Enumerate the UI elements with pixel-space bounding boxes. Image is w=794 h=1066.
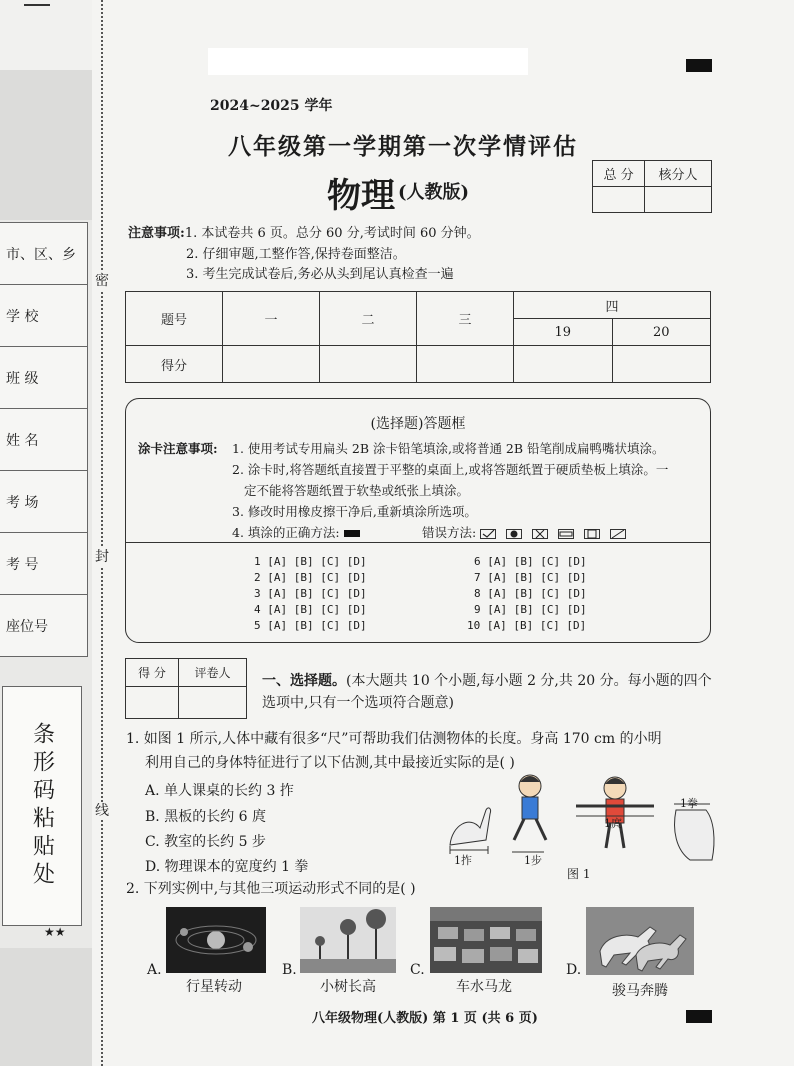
info-field-name: 姓 名 bbox=[0, 409, 88, 471]
bubble-row-9[interactable]: 9 [A] [B] [C] [D] bbox=[474, 603, 587, 616]
strip-top-block bbox=[0, 0, 92, 70]
corner-mark-top bbox=[686, 59, 712, 72]
answer-sheet-box bbox=[125, 398, 711, 643]
answer-note-3: 3. 修改时用橡皮擦干净后,重新填涂所选项。 bbox=[232, 504, 477, 519]
grade-score-cell[interactable] bbox=[320, 346, 417, 383]
grade-row-label-score: 得分 bbox=[126, 346, 223, 383]
q2-letter-a[interactable]: A. bbox=[147, 962, 162, 978]
info-field-class: 班 级 bbox=[0, 347, 88, 409]
wrong-dot-icon bbox=[506, 529, 522, 539]
bubble-row-7[interactable]: 7 [A] [B] [C] [D] bbox=[474, 571, 587, 584]
section-1-title: 一、选择题。 bbox=[262, 673, 346, 689]
total-score-cell[interactable] bbox=[593, 187, 645, 213]
q1-option-c[interactable]: C. 教室的长约 5 步 bbox=[145, 834, 266, 850]
strip-bottom-band bbox=[0, 948, 92, 1066]
subject-title: 物理 bbox=[327, 176, 395, 216]
notice-label: 注意事项: bbox=[128, 226, 185, 241]
bubble-row-6[interactable]: 6 [A] [B] [C] [D] bbox=[474, 555, 587, 568]
grade-col-2: 二 bbox=[320, 292, 417, 346]
planet-rotation-image bbox=[166, 907, 266, 973]
q1-option-a[interactable]: A. 单人课桌的长约 3 拃 bbox=[145, 783, 294, 799]
strip-top-mark bbox=[24, 4, 50, 6]
bubble-row-4[interactable]: 4 [A] [B] [C] [D] bbox=[254, 603, 367, 616]
galloping-horses-image bbox=[586, 907, 694, 975]
notice-item-2: 2. 仔细审题,工整作答,保持卷面整洁。 bbox=[186, 247, 406, 262]
page-footer: 八年级物理(人教版) 第 1 页 (共 6 页) bbox=[312, 1011, 538, 1026]
edition-label: (人教版) bbox=[398, 182, 470, 203]
grade-subcol-19: 19 bbox=[514, 319, 613, 346]
bubble-row-3[interactable]: 3 [A] [B] [C] [D] bbox=[254, 587, 367, 600]
strip-gray-band bbox=[0, 70, 92, 220]
answer-box-divider bbox=[126, 542, 710, 543]
notice-line-1 bbox=[128, 222, 480, 241]
section-score-cell[interactable] bbox=[126, 687, 179, 719]
answer-note-4 bbox=[232, 523, 360, 541]
grade-score-cell[interactable] bbox=[514, 346, 613, 383]
q1-option-d[interactable]: D. 物理课本的宽度约 1 拳 bbox=[145, 859, 309, 875]
fist-icon bbox=[674, 804, 714, 860]
score-checker-label: 核分人 bbox=[645, 161, 712, 187]
answer-box-title: (选择题)答题框 bbox=[370, 416, 466, 432]
wrong-slash-icon bbox=[610, 529, 626, 539]
answer-note-1: 1. 使用考试专用扁头 2B 涂卡铅笔填涂,或将普通 2B 铅笔削成扁鸭嘴状填涂。 bbox=[232, 441, 665, 456]
grade-col-1: 一 bbox=[223, 292, 320, 346]
section-1-desc: (本大题共 10 个小题,每小题 2 分,共 20 分。每小题的四个选项中,只有一个选项符合题意) bbox=[262, 673, 712, 711]
q2-caption-a: 行星转动 bbox=[186, 979, 242, 995]
grade-col-4: 四 bbox=[514, 292, 711, 319]
seal-char-xian: 线 bbox=[95, 803, 109, 819]
answer-note-2b: 定不能将答题纸置于软垫或纸张上填涂。 bbox=[244, 483, 470, 498]
bubble-row-10[interactable]: 10 [A] [B] [C] [D] bbox=[467, 619, 587, 632]
answer-notes-label: 涂卡注意事项: bbox=[138, 441, 218, 456]
wrong-method-label: 错误方法: bbox=[422, 525, 477, 540]
bubble-row-8[interactable]: 8 [A] [B] [C] [D] bbox=[474, 587, 587, 600]
bubble-row-1[interactable]: 1 [A] [B] [C] [D] bbox=[254, 555, 367, 568]
arm-span-boy-icon bbox=[576, 777, 654, 848]
q1-stem-line1: 1. 如图 1 所示,人体中藏有很多“尺”可帮助我们估测物体的长度。身高 170 cm 的小明 bbox=[126, 731, 662, 747]
walking-boy-icon bbox=[512, 775, 546, 852]
grade-score-cell[interactable] bbox=[417, 346, 514, 383]
notice-item-3: 3. 考生完成试卷后,务必从头到尾认真检查一遍 bbox=[186, 267, 454, 282]
barcode-area bbox=[2, 686, 82, 926]
traffic-image bbox=[430, 907, 542, 973]
grade-subcol-20: 20 bbox=[612, 319, 711, 346]
grade-score-cell[interactable] bbox=[612, 346, 711, 383]
bubble-row-5[interactable]: 5 [A] [B] [C] [D] bbox=[254, 619, 367, 632]
seal-char-mi: 密 bbox=[95, 273, 109, 289]
info-field-exam-room: 考 场 bbox=[0, 471, 88, 533]
section-1-header bbox=[262, 670, 712, 714]
score-checker-cell[interactable] bbox=[645, 187, 712, 213]
corner-mark-bottom bbox=[686, 1010, 712, 1023]
info-field-seat: 座位号 bbox=[0, 595, 88, 657]
correct-fill-example bbox=[344, 530, 360, 537]
bubble-row-2[interactable]: 2 [A] [B] [C] [D] bbox=[254, 571, 367, 584]
section-score-box bbox=[125, 658, 247, 719]
total-score-label: 总 分 bbox=[593, 161, 645, 187]
answer-note-2: 2. 涂卡时,将答题纸直接置于平整的桌面上,或将答题纸置于硬质垫板上填涂。一 bbox=[232, 462, 669, 477]
grade-row-label-number: 题号 bbox=[126, 292, 223, 346]
barcode-label: 条形码粘贴处 bbox=[29, 722, 55, 890]
q2-caption-b: 小树长高 bbox=[320, 979, 376, 995]
grade-score-cell[interactable] bbox=[223, 346, 320, 383]
notice-item-1: 1. 本试卷共 6 页。总分 60 分,考试时间 60 分钟。 bbox=[184, 226, 480, 241]
grade-table bbox=[125, 291, 711, 383]
wrong-methods bbox=[422, 523, 632, 541]
q2-caption-d: 骏马奔腾 bbox=[612, 983, 668, 999]
wrong-bracket-icon bbox=[584, 529, 600, 539]
fig-label-span: 1拃 bbox=[454, 854, 472, 867]
correct-method-label: 4. 填涂的正确方法: bbox=[232, 525, 340, 540]
total-score-box bbox=[592, 160, 712, 213]
stars-mark: ★★ bbox=[44, 925, 66, 939]
section-score-label: 得 分 bbox=[126, 659, 179, 687]
redaction-box bbox=[208, 48, 528, 75]
seal-char-feng: 封 bbox=[95, 549, 109, 565]
binding-strip bbox=[0, 0, 92, 1066]
wrong-partial-icon bbox=[558, 529, 574, 539]
q2-letter-b[interactable]: B. bbox=[282, 962, 297, 978]
fig-label-arm-span: 1庹 bbox=[604, 817, 622, 830]
grade-col-3: 三 bbox=[417, 292, 514, 346]
hand-span-icon bbox=[450, 808, 491, 854]
section-reviewer-label: 评卷人 bbox=[178, 659, 246, 687]
wrong-cross-icon bbox=[532, 529, 548, 539]
q2-caption-c: 车水马龙 bbox=[456, 979, 512, 995]
q2-stem: 2. 下列实例中,与其他三项运动形式不同的是( ) bbox=[126, 881, 416, 897]
exam-title: 八年级第一学期第一次学情评估 bbox=[228, 133, 578, 160]
q1-stem-line2: 利用自己的身体特征进行了以下估测,其中最接近实际的是( ) bbox=[145, 755, 515, 771]
figure-1-caption: 图 1 bbox=[567, 867, 591, 881]
q2-letter-d[interactable]: D. bbox=[566, 962, 582, 978]
fig-label-step: 1步 bbox=[524, 854, 542, 867]
figure-1-illustration bbox=[440, 770, 720, 870]
info-field-exam-number: 考 号 bbox=[0, 533, 88, 595]
info-field-school: 学 校 bbox=[0, 285, 88, 347]
section-reviewer-cell[interactable] bbox=[178, 687, 246, 719]
info-field-district: 市、区、乡 bbox=[0, 223, 88, 285]
q1-option-b[interactable]: B. 黑板的长约 6 庹 bbox=[145, 809, 266, 825]
school-year: 2024~2025 学年 bbox=[210, 98, 333, 114]
q2-letter-c[interactable]: C. bbox=[410, 962, 425, 978]
tree-growing-image bbox=[300, 907, 396, 973]
student-info-table bbox=[0, 222, 88, 657]
seal-dotted-line bbox=[101, 0, 103, 1066]
fig-label-fist: 1拳 bbox=[680, 797, 698, 810]
wrong-check-icon bbox=[480, 529, 496, 539]
